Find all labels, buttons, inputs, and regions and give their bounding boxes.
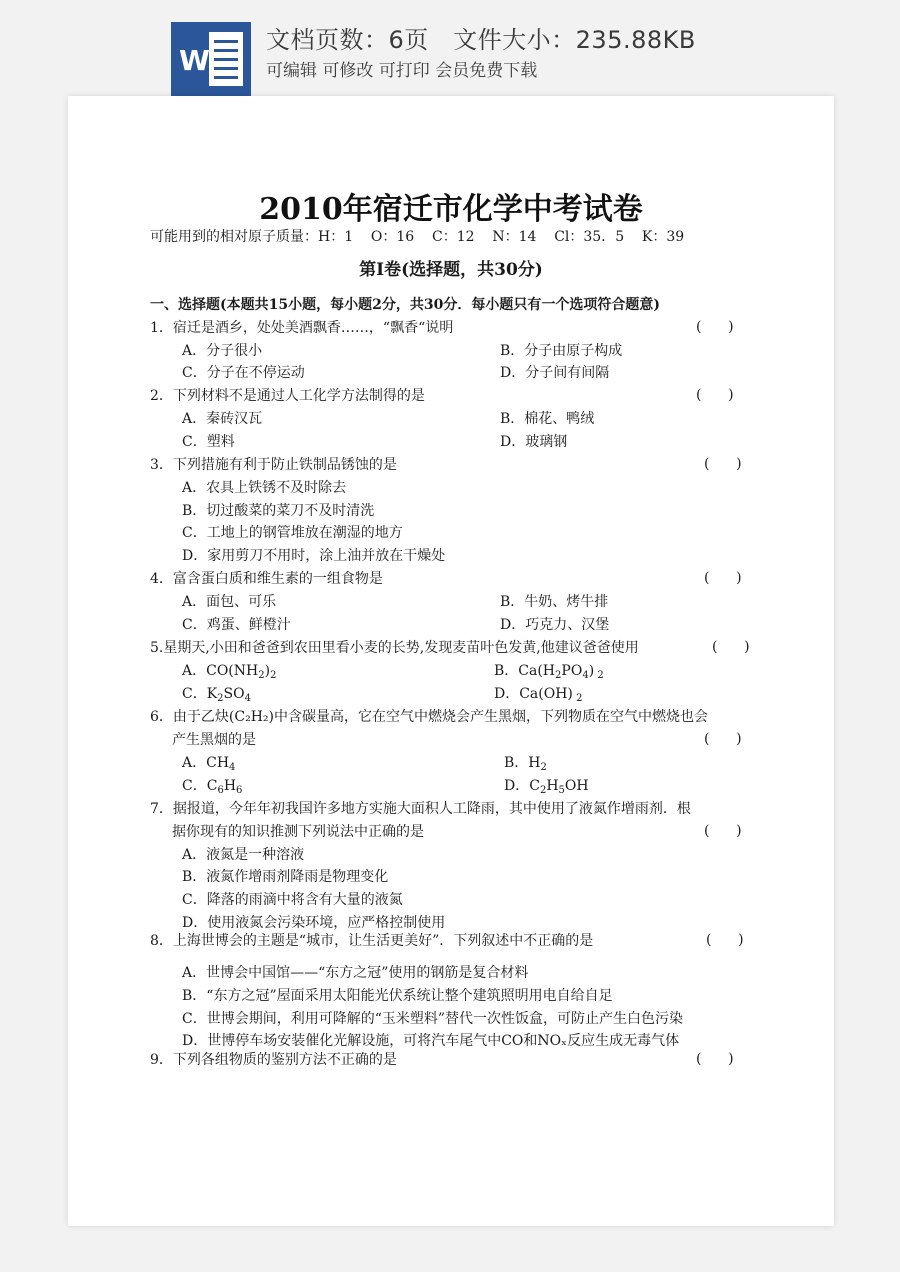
answer-paren: ( )	[704, 456, 742, 472]
q3-option-d: D．家用剪刀不用时，涂上油并放在干燥处	[182, 548, 446, 564]
answer-paren: ( )	[696, 319, 734, 335]
q5-option-b: B．$Ca(H_2PO_4)$ $_2$	[494, 663, 604, 681]
answer-paren: ( )	[696, 387, 734, 403]
q3-option-a: A．农具上铁锈不及时除去	[182, 480, 347, 496]
q2-option-d: D．玻璃钢	[500, 434, 568, 450]
q2-option-a: A．秦砖汉瓦	[182, 411, 263, 427]
q6-option-c: C．$C_6H_6$	[182, 778, 243, 796]
answer-paren: ( )	[706, 932, 744, 948]
q7-option-b: B．液氮作增雨剂降雨是物理变化	[182, 869, 389, 885]
q3-option-c: C．工地上的钢管堆放在潮湿的地方	[182, 525, 403, 541]
q7-option-d: D．使用液氮会污染环境，应严格控制使用	[182, 915, 446, 931]
question-5-stem: 5.星期天,小田和爸爸到农田里看小麦的长势,发现麦苗叶色发黄,他建议爸爸使用	[150, 640, 639, 656]
question-9-stem: 9．下列各组物质的鉴别方法不正确的是	[150, 1052, 397, 1068]
exam-title: 2010年宿迁市化学中考试卷	[259, 192, 643, 227]
section-instructions: 一、选择题(本题共15小题，每小题2分，共30分．每小题只有一个选项符合题意)	[150, 297, 660, 313]
question-2-stem: 2．下列材料不是通过人工化学方法制得的是	[150, 388, 425, 404]
file-info-title: 文档页数：6页 文件大小：235.88KB	[266, 26, 696, 54]
q3-option-b: B．切过酸菜的菜刀不及时清洗	[182, 503, 375, 519]
question-6-stem-cont: 产生黑烟的是	[172, 732, 256, 748]
file-info-features: 可编辑 可修改 可打印 会员免费下载	[266, 61, 538, 81]
q4-option-b: B．牛奶、烤牛排	[500, 594, 609, 610]
q1-option-d: D．分子间有间隔	[500, 365, 610, 381]
answer-paren: ( )	[704, 823, 742, 839]
q8-option-b: B．“东方之冠”屋面采用太阳能光伏系统让整个建筑照明用电自给自足	[182, 988, 613, 1004]
question-1-stem: 1．宿迁是酒乡，处处美酒飘香……，“飘香“说明	[150, 320, 454, 336]
answer-paren: ( )	[696, 1051, 734, 1067]
q1-option-b: B．分子由原子构成	[500, 343, 623, 359]
q6-option-b: B．$H_2$	[504, 755, 547, 773]
question-6-stem: 6．由于乙炔(C₂H₂)中含碳量高，它在空气中燃烧会产生黑烟，下列物质在空气中燃烧也会	[150, 709, 708, 725]
q8-option-d: D．世博停车场安装催化光解设施，可将汽车尾气中CO和NOₓ反应生成无毒气体	[182, 1033, 680, 1049]
document-info-header	[0, 0, 900, 96]
word-doc-icon	[171, 22, 251, 96]
answer-paren: ( )	[704, 570, 742, 586]
q4-option-a: A．面包、可乐	[182, 594, 277, 610]
q7-option-c: C．降落的雨滴中将含有大量的液氮	[182, 892, 403, 908]
question-8-stem: 8．上海世博会的主题是“城市，让生活更美好”．下列叙述中不正确的是	[150, 933, 594, 949]
svg-text:W: W	[179, 44, 210, 77]
q2-option-b: B．棉花、鸭绒	[500, 411, 595, 427]
q6-option-d: D．$C_2H_5OH$	[504, 778, 589, 796]
q4-option-c: C．鸡蛋、鲜橙汁	[182, 617, 291, 633]
question-7-stem-cont: 据你现有的知识推测下列说法中正确的是	[172, 824, 424, 840]
q5-option-a: A．$CO(NH_2)_2$	[182, 663, 277, 681]
q4-option-d: D．巧克力、汉堡	[500, 617, 610, 633]
q5-option-d: D．Ca(OH) $_2$	[494, 686, 583, 704]
question-3-stem: 3．下列措施有利于防止铁制品锈蚀的是	[150, 457, 397, 473]
question-7-stem: 7．据报道，今年年初我国许多地方实施大面积人工降雨，其中使用了液氮作增雨剂．根	[150, 801, 691, 817]
answer-paren: ( )	[704, 731, 742, 747]
q1-option-c: C．分子在不停运动	[182, 365, 305, 381]
document-page	[68, 96, 834, 1226]
atomic-mass-line: 可能用到的相对原子质量：H：1 O：16 C：12 N：14 Cl：35．5 K：39	[150, 229, 685, 245]
q1-option-a: A．分子很小	[182, 343, 263, 359]
q7-option-a: A．液氮是一种溶液	[182, 847, 305, 863]
answer-paren: ( )	[712, 639, 750, 655]
q6-option-a: A．$CH_4$	[182, 755, 236, 773]
question-4-stem: 4．富含蛋白质和维生素的一组食物是	[150, 571, 383, 587]
q8-option-c: C．世博会期间，利用可降解的“玉米塑料”替代一次性饭盒，可防止产生白色污染	[182, 1011, 684, 1027]
q2-option-c: C．塑料	[182, 434, 235, 450]
q5-option-c: C．$K_2SO_4$	[182, 686, 251, 704]
q8-option-a: A．世博会中国馆——“东方之冠”使用的钢筋是复合材料	[182, 965, 529, 981]
section-heading: 第Ⅰ卷(选择题，共30分)	[359, 260, 543, 280]
